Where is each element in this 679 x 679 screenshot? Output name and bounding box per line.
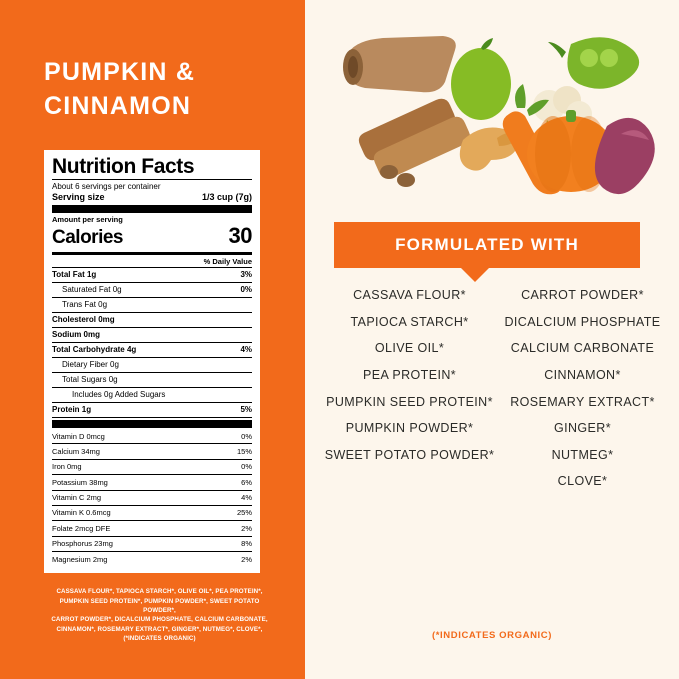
daily-value-header: % Daily Value [203, 256, 252, 266]
vitamin-daily-value: 0% [241, 431, 252, 441]
nutrient-rows [52, 269, 252, 418]
nutrient-name: Includes 0g Added Sugars [72, 390, 166, 400]
product-title-line2: CINNAMON [44, 91, 192, 120]
vitamin-rows [52, 430, 252, 565]
ingredients-line-2: PUMPKIN SEED PROTEIN*, PUMPKIN POWDER*, SWEET POTATO POWDER*, [59, 597, 260, 615]
olive-icon [451, 38, 511, 120]
formulated-ingredient: CINNAMON* [544, 367, 621, 382]
formulated-ingredient: GINGER* [554, 421, 611, 436]
vitamin-daily-value: 8% [241, 539, 252, 549]
vitamin-name: Phosphorus 23mg [52, 539, 113, 549]
vitamin-row [52, 476, 252, 488]
formulated-column-left [323, 288, 496, 490]
page-title [0, 0, 305, 124]
vitamin-row [52, 522, 252, 534]
formulated-ingredient: DICALCIUM PHOSPHATE [504, 314, 661, 329]
product-title-line1: PUMPKIN & [44, 58, 196, 86]
nutrition-facts-panel [44, 150, 260, 574]
formulated-ingredient: PUMPKIN POWDER* [345, 421, 474, 436]
serving-size-value: 1/3 cup (7g) [201, 191, 252, 202]
nutrient-daily-value: 0% [240, 285, 252, 295]
cinnamon-sticks-icon [343, 36, 470, 187]
vitamin-row [52, 538, 252, 550]
vitamin-row [52, 461, 252, 473]
nutrient-row [52, 389, 252, 401]
ingredients-line-1: CASSAVA FLOUR*, TAPIOCA STARCH*, OLIVE OIL*, PEA PROTEIN*, [56, 588, 263, 596]
vitamin-daily-value: 0% [241, 462, 252, 472]
nutrient-daily-value: 3% [240, 270, 252, 280]
vitamin-row [52, 553, 252, 565]
formulated-ingredient-columns [323, 288, 669, 490]
calories-label: Calories [52, 226, 123, 248]
nutrition-facts-title: Nutrition Facts [52, 154, 195, 178]
formulated-ingredient: CARROT POWDER* [521, 288, 644, 302]
vitamin-name: Vitamin D 0mcg [52, 431, 105, 441]
ingredients-line-3: CARROT POWDER*, DICALCIUM PHOSPHATE, CALCIUM CARBONATE, [51, 616, 268, 624]
vegetable-illustration [321, 22, 671, 202]
formulated-ingredient: ROSEMARY EXTRACT* [510, 394, 655, 409]
nutrient-row [52, 269, 252, 281]
banner-notch-icon [461, 268, 489, 282]
formulated-ingredient: CALCIUM CARBONATE [510, 341, 655, 356]
formulated-ingredient: PEA PROTEIN* [362, 367, 457, 382]
vitamin-name: Vitamin C 2mg [52, 493, 102, 503]
left-panel [0, 0, 305, 679]
formulated-ingredient: NUTMEG* [551, 447, 614, 462]
vitamin-name: Potassium 38mg [52, 477, 108, 487]
nutrient-name: Protein 1g [52, 405, 92, 415]
nutrient-daily-value: 4% [240, 345, 252, 355]
vitamin-name: Folate 2mcg DFE [52, 523, 111, 533]
formulated-column-right [496, 288, 669, 490]
nutrient-row [52, 284, 252, 296]
vitamin-daily-value: 2% [241, 554, 252, 564]
nutrient-name: Total Fat 1g [52, 270, 97, 280]
nutrient-row [52, 404, 252, 416]
organic-footnote: (*INDICATES ORGANIC) [431, 630, 553, 641]
nutrient-name: Saturated Fat 0g [62, 285, 122, 295]
ingredients-statement [44, 587, 275, 643]
vitamin-row [52, 430, 252, 442]
vitamin-daily-value: 2% [241, 523, 252, 533]
formulated-ingredient: OLIVE OIL* [374, 341, 445, 356]
nutrient-daily-value: 5% [240, 405, 252, 415]
formulated-ingredient: CLOVE* [557, 474, 608, 489]
vitamin-daily-value: 6% [241, 477, 252, 487]
vitamin-daily-value: 15% [236, 446, 252, 456]
nutrient-name: Sodium 0mg [52, 330, 101, 340]
vitamin-name: Magnesium 2mg [52, 554, 108, 564]
nutrient-name: Cholesterol 0mg [52, 315, 115, 325]
right-panel [305, 0, 679, 679]
amount-per-serving-label: Amount per serving [52, 214, 123, 224]
nutrient-row [52, 314, 252, 326]
vitamin-daily-value: 25% [236, 508, 252, 518]
nutrient-name: Dietary Fiber 0g [62, 360, 119, 370]
nutrient-name: Trans Fat 0g [62, 300, 108, 310]
vitamin-name: Iron 0mg [52, 462, 82, 472]
formulated-ingredient: TAPIOCA STARCH* [350, 314, 469, 329]
formulated-with-banner [334, 222, 640, 268]
formulated-ingredient: SWEET POTATO POWDER* [324, 447, 495, 462]
nutrient-row [52, 299, 252, 311]
nutrient-row [52, 359, 252, 371]
nutrient-name: Total Sugars 0g [62, 375, 118, 385]
nutrient-row [52, 344, 252, 356]
calories-value: 30 [228, 223, 252, 249]
nutrient-row [52, 329, 252, 341]
formulated-ingredient: CASSAVA FLOUR* [353, 288, 466, 302]
vitamin-name: Calcium 34mg [52, 446, 100, 456]
servings-per-container: About 6 servings per container [52, 181, 161, 191]
vitamin-daily-value: 4% [241, 493, 252, 503]
pea-pod-icon [548, 37, 639, 89]
ingredients-line-4: CINNAMON*, ROSEMARY EXTRACT*, GINGER*, NUTMEG*, CLOVE*, [56, 625, 263, 633]
vitamin-row [52, 445, 252, 457]
formulated-with-label: FORMULATED WITH [395, 235, 579, 254]
nutrient-row [52, 374, 252, 386]
vitamin-row [52, 492, 252, 504]
formulated-ingredient: PUMPKIN SEED PROTEIN* [326, 394, 493, 409]
serving-size-label: Serving size [52, 191, 105, 202]
vitamin-row [52, 507, 252, 519]
vitamin-name: Vitamin K 0.6mcg [52, 508, 111, 518]
ingredients-organic-note: (*INDICATES ORGANIC) [123, 634, 196, 642]
nutrient-name: Total Carbohydrate 4g [52, 345, 137, 355]
